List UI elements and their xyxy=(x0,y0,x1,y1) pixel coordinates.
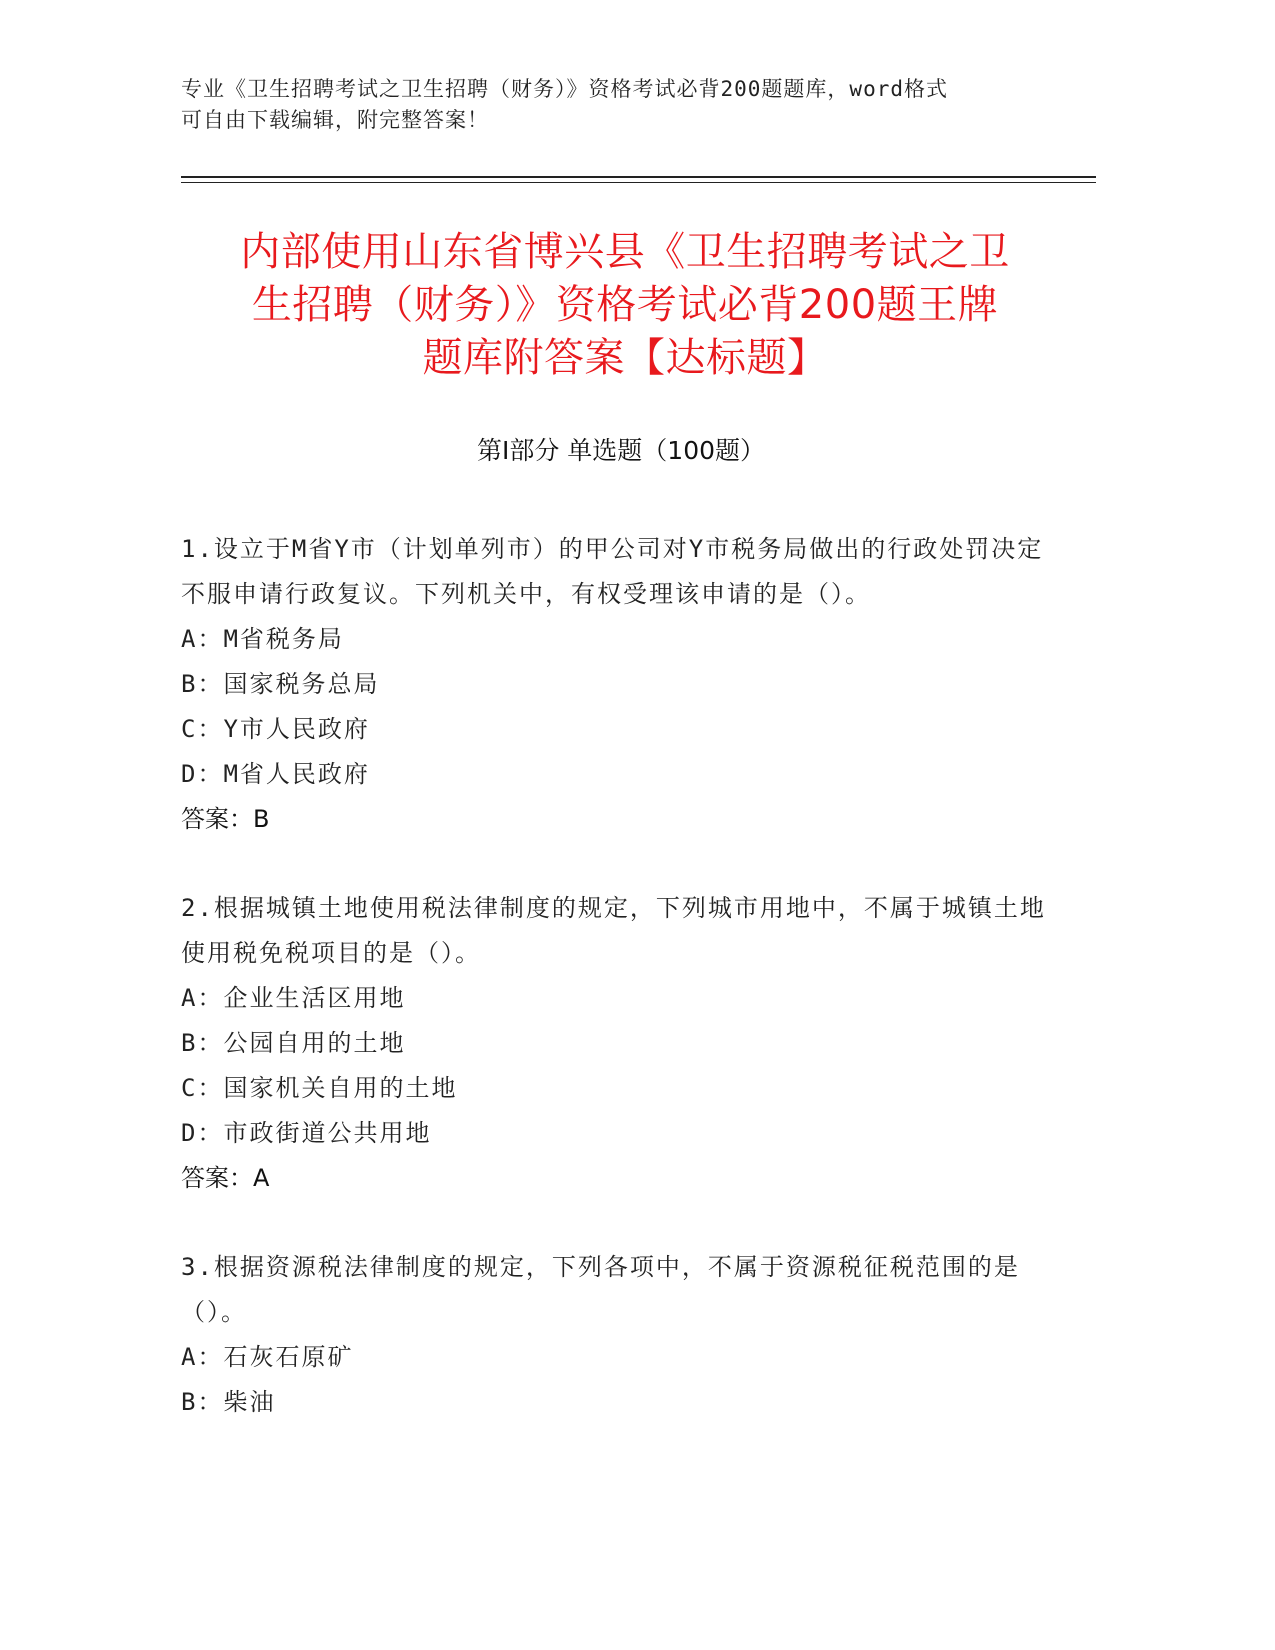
option-b: B：国家税务总局 xyxy=(181,670,380,698)
title-line-2: 生招聘（财务）》资格考试必背200题王牌 xyxy=(251,282,999,328)
option-c: C：Y市人民政府 xyxy=(181,715,370,743)
header-line-2: 可自由下载编辑，附完整答案！ xyxy=(181,108,489,132)
option-c: C：国家机关自用的土地 xyxy=(181,1074,458,1102)
question-3 xyxy=(181,1245,1061,1425)
question-1 xyxy=(181,527,1061,842)
answer-label: 答案：A xyxy=(181,1164,270,1192)
document-header-note xyxy=(181,74,1041,136)
option-a: A：石灰石原矿 xyxy=(181,1343,354,1371)
title-line-1: 内部使用山东省博兴县《卫生招聘考试之卫 xyxy=(240,229,1010,275)
question-list xyxy=(181,527,1061,1469)
header-divider-thin xyxy=(181,182,1096,183)
option-a: A：M省税务局 xyxy=(181,625,344,653)
option-d: D：市政街道公共用地 xyxy=(181,1119,432,1147)
section-heading: 第I部分 单选题（100题） xyxy=(476,436,766,465)
header-divider-thick xyxy=(181,176,1096,178)
question-stem: 2.根据城镇土地使用税法律制度的规定，下列城市用地中，不属于城镇土地使用税免税项目的是（）。 xyxy=(181,894,1046,967)
title-line-3: 题库附答案【达标题】 xyxy=(422,335,828,381)
option-b: B：公园自用的土地 xyxy=(181,1029,406,1057)
question-stem: 3.根据资源税法律制度的规定，下列各项中，不属于资源税征税范围的是（）。 xyxy=(181,1253,1020,1326)
option-a: A：企业生活区用地 xyxy=(181,984,406,1012)
header-line-1: 专业《卫生招聘考试之卫生招聘（财务）》资格考试必背200题题库，word格式 xyxy=(181,77,948,101)
option-b: B：柴油 xyxy=(181,1388,276,1416)
question-2 xyxy=(181,886,1061,1201)
question-stem: 1.设立于M省Y市（计划单列市）的甲公司对Y市税务局做出的行政处罚决定不服申请行政复议。下列机关中，有权受理该申请的是（）。 xyxy=(181,535,1044,608)
option-d: D：M省人民政府 xyxy=(181,760,370,788)
answer-label: 答案：B xyxy=(181,805,270,833)
document-title xyxy=(185,226,1065,385)
